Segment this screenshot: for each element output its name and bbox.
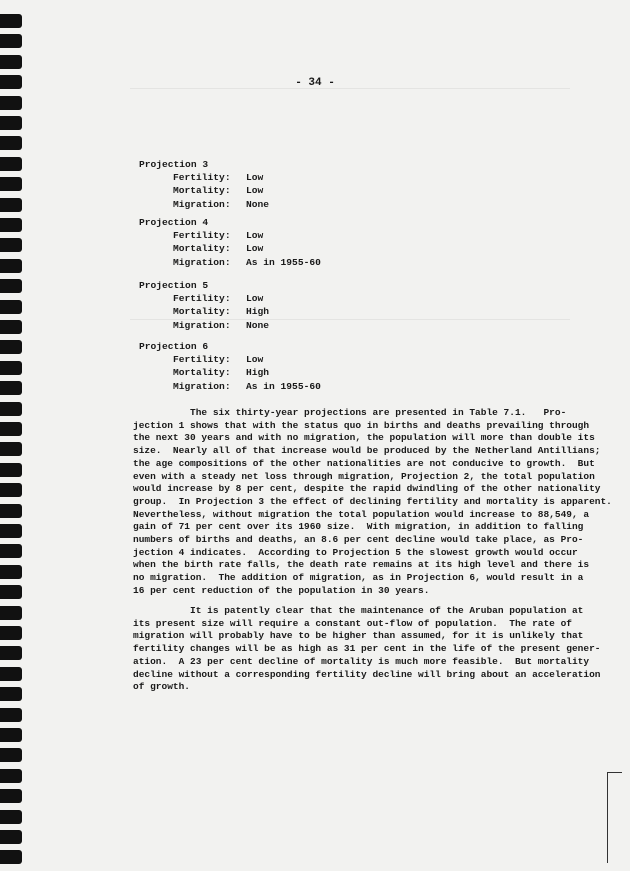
binding-hole xyxy=(0,789,22,803)
projection-row xyxy=(139,292,269,305)
binding-hole xyxy=(0,279,22,293)
binding-hole xyxy=(0,320,22,334)
text-line: group. In Projection 3 the effect of declining fertility and mortality is apparent. xyxy=(133,495,612,507)
binding-hole xyxy=(0,708,22,722)
projection-row xyxy=(139,366,321,379)
projection-title: Projection 6 xyxy=(139,341,209,352)
binding-hole xyxy=(0,157,22,171)
binding-hole xyxy=(0,728,22,742)
binding-hole xyxy=(0,218,22,232)
binding-hole xyxy=(0,136,22,150)
projection-row xyxy=(139,198,269,211)
assumption-value: None xyxy=(246,198,270,210)
text-line: migration will probably have to be higher than assumed, for it is unlikely that xyxy=(133,630,584,642)
binding-hole xyxy=(0,687,22,701)
binding-hole xyxy=(0,259,22,273)
binding-hole xyxy=(0,748,22,762)
projection-title: Projection 5 xyxy=(139,280,209,291)
binding-hole xyxy=(0,585,22,599)
text-line: jection 1 shows that with the status quo in births and deaths prevailing through xyxy=(133,419,590,431)
projection-row xyxy=(139,353,321,366)
projection-title: Projection 3 xyxy=(139,159,209,170)
projection-row xyxy=(139,319,269,332)
binding-hole xyxy=(0,116,22,130)
binding-hole xyxy=(0,850,22,864)
text-line: the age compositions of the other nationalities are not conducive to growth. But xyxy=(133,457,595,469)
text-line: size. Nearly all of that increase would be produced by the Netherland Antillians; xyxy=(133,445,601,457)
binding-hole xyxy=(0,463,22,477)
assumption-label: Mortality: xyxy=(173,185,231,197)
binding-hole xyxy=(0,483,22,497)
assumption-value: High xyxy=(246,306,270,318)
assumption-label: Migration: xyxy=(173,380,231,392)
text-line: jection 4 indicates. According to Projection 5 the slowest growth would occur xyxy=(133,546,578,558)
text-line: its present size will require a constant out-flow of population. The rate of xyxy=(133,617,572,629)
text-line: It is patently clear that the maintenance of the Aruban population at xyxy=(133,605,584,616)
binding-hole xyxy=(0,340,22,354)
text-line: ation. A 23 per cent decline of mortality is much more feasible. But mortality xyxy=(133,655,590,667)
assumption-label: Fertility: xyxy=(173,354,231,366)
text-line: decline without a corresponding fertility decline will bring about an acceleration xyxy=(133,668,601,680)
text-line: even with a steady net loss through migration, Projection 2, the total population xyxy=(133,470,595,482)
projection-block xyxy=(139,279,269,332)
binding-hole xyxy=(0,626,22,640)
projection-row xyxy=(139,380,321,393)
page-edge-mark xyxy=(607,772,622,863)
body-paragraph xyxy=(133,605,600,694)
text-line: of growth. xyxy=(133,681,191,693)
binding-hole xyxy=(0,402,22,416)
assumption-label: Migration: xyxy=(173,256,231,268)
assumption-label: Mortality: xyxy=(173,367,231,379)
text-line: would increase by 8 per cent, despite the rapid dwindling of the other nationality xyxy=(133,483,601,495)
text-line: when the birth rate falls, the death rate remains at its high level and there is xyxy=(133,559,590,571)
binding-hole xyxy=(0,667,22,681)
binding-hole xyxy=(0,810,22,824)
assumption-label: Fertility: xyxy=(173,293,231,305)
binding-hole xyxy=(0,442,22,456)
projection-block xyxy=(139,340,321,393)
binding-hole xyxy=(0,361,22,375)
binding-hole xyxy=(0,524,22,538)
binding-hole xyxy=(0,769,22,783)
binding-hole xyxy=(0,504,22,518)
projection-row xyxy=(139,242,321,255)
text-line: The six thirty-year projections are presented in Table 7.1. Pro- xyxy=(133,407,567,418)
binding-hole xyxy=(0,544,22,558)
page-number: - 34 - xyxy=(295,77,335,89)
binding-hole xyxy=(0,14,22,28)
body-paragraph xyxy=(133,407,612,598)
binding-hole xyxy=(0,422,22,436)
projection-row xyxy=(139,229,321,242)
binding-hole xyxy=(0,177,22,191)
text-line: fertility changes will be as high as 31 per cent in the life of the present gener- xyxy=(133,643,601,655)
text-line: Nevertheless, without migration the total population would increase to 88,549, a xyxy=(133,508,590,520)
projection-title: Projection 4 xyxy=(139,217,209,228)
binding-hole xyxy=(0,34,22,48)
assumption-value: As in 1955-60 xyxy=(246,380,321,392)
assumption-label: Migration: xyxy=(173,319,231,331)
binding-hole xyxy=(0,606,22,620)
assumption-value: Low xyxy=(246,354,264,366)
assumption-value: Low xyxy=(246,230,264,242)
projection-row xyxy=(139,256,321,269)
binding-hole xyxy=(0,238,22,252)
projection-row xyxy=(139,305,269,318)
assumption-value: As in 1955-60 xyxy=(246,256,321,268)
binding-hole xyxy=(0,565,22,579)
binding-hole xyxy=(0,96,22,110)
assumption-value: High xyxy=(246,367,270,379)
assumption-label: Fertility: xyxy=(173,172,231,184)
text-line: 16 per cent reduction of the population in 30 years. xyxy=(133,584,430,596)
projection-row xyxy=(139,184,269,197)
assumption-label: Mortality: xyxy=(173,243,231,255)
assumption-label: Migration: xyxy=(173,198,231,210)
projection-block xyxy=(139,158,269,211)
spiral-binding xyxy=(0,0,26,871)
binding-hole xyxy=(0,646,22,660)
assumption-value: Low xyxy=(246,243,264,255)
projection-block xyxy=(139,216,321,269)
binding-hole xyxy=(0,381,22,395)
assumption-value: Low xyxy=(246,172,264,184)
text-line: the next 30 years and with no migration, the population will more than double its xyxy=(133,432,595,444)
text-line: numbers of births and deaths, an 8.6 per cent decline would take place, as Pro- xyxy=(133,534,584,546)
text-line: gain of 71 per cent over its 1960 size. With migration, in addition to falling xyxy=(133,521,584,533)
binding-hole xyxy=(0,198,22,212)
binding-hole xyxy=(0,830,22,844)
assumption-label: Mortality: xyxy=(173,306,231,318)
projection-row xyxy=(139,171,269,184)
assumption-value: Low xyxy=(246,293,264,305)
text-line: no migration. The addition of migration, as in Projection 6, would result in a xyxy=(133,572,584,584)
binding-hole xyxy=(0,55,22,69)
binding-hole xyxy=(0,300,22,314)
assumption-value: None xyxy=(246,319,270,331)
assumption-label: Fertility: xyxy=(173,230,231,242)
assumption-value: Low xyxy=(246,185,264,197)
